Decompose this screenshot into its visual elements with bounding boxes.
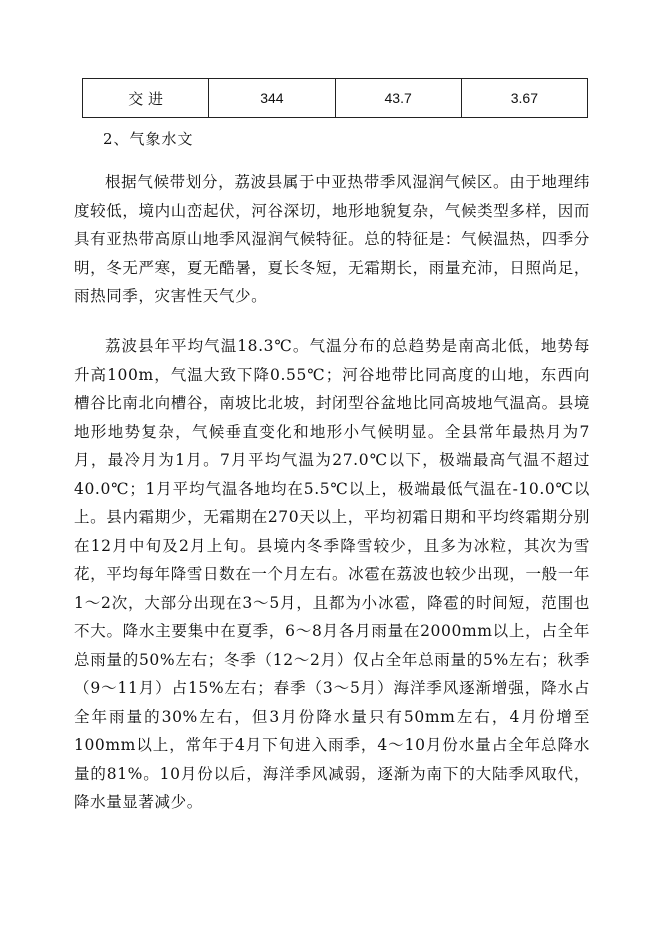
- table-cell-value: 43.7: [335, 79, 461, 118]
- table-row: [83, 79, 588, 118]
- data-table: [82, 78, 588, 118]
- table-cell-value: 344: [209, 79, 335, 118]
- section-heading: 2、气象水文: [103, 130, 194, 148]
- paragraph-climate-details: 荔波县年平均气温18.3℃。气温分布的总趋势是南高北低，地势每升高100m，气温大致下降0.55℃；河谷地带比同高度的山地，东西向槽谷比南北向槽谷，南坡比北坡，封闭型谷盆地比同高坡地气温高。县境地形地势复杂，气候垂直变化和地形小气候明显。全县常年最热月为7月，最冷月为1月。7月平均气温为27.0℃以下，极端最高气温不超过40.0℃；1月平均气温各地均在5.5℃以上，极端最低气温在-10.0℃以上。县内霜期少，无霜期在270天以上，平均初霜日期和平均终霜期分别在12月中旬及2月上旬。县境内冬季降雪较少，且多为冰粒，其次为雪花，平均每年降雪日数在一个月左右。冰雹在荔波也较少出现，一般一年1～2次，大部分出现在3～5月，且都为小冰雹，降雹的时间短，范围也不大。降水主要集中在夏季，6～8月各月雨量在2000mm以上，占全年总雨量的50%左右；冬季（12～2月）仅占全年总雨量的5%左右；秋季（9～11月）占15%左右；春季（3～5月）海洋季风逐渐增强，降水占全年雨量的30%左右，但3月份降水量只有50mm左右，4月份增至100mm以上，常年于4月下旬进入雨季，4～10月份水量占全年总降水量的81%。10月份以后，海洋季风减弱，逐渐为南下的大陆季风取代，降水量显著减少。: [74, 337, 590, 811]
- table-cell-value: 3.67: [461, 79, 587, 118]
- table-cell-label: 交 进: [83, 79, 209, 118]
- paragraph-climate-overview: 根据气候带划分，荔波县属于中亚热带季风湿润气候区。由于地理纬度较低，境内山峦起伏，河谷深切，地形地貌复杂，气候类型多样，因而具有亚热带高原山地季风湿润气候特征。总的特征是：气候温热，四季分明，冬无严寒，夏无酷暑，夏长冬短，无霜期长，雨量充沛，日照尚足，雨热同季，灾害性天气少。: [74, 173, 590, 305]
